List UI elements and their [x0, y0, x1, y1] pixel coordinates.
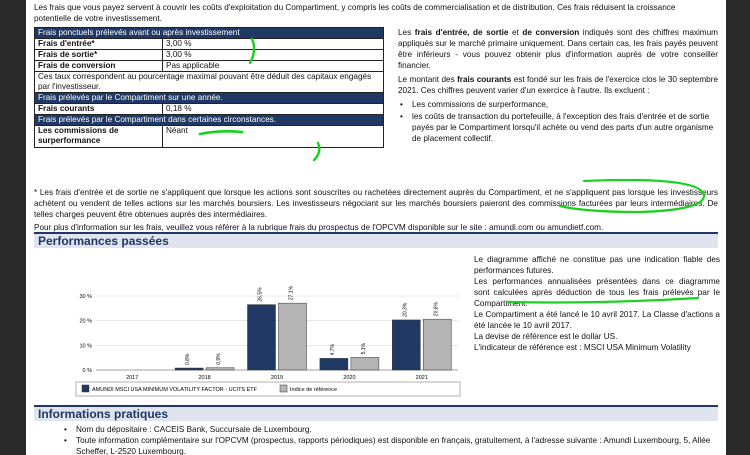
x-tick-label: 2018: [198, 375, 211, 381]
fees-explanation-p2: Le montant des frais courants est fondé sur les frais de l'exercice clos le 30 septembre 2021. Ces chiffres peuvent varier d'un exercice à l'autre. Ils excluent :: [398, 75, 718, 95]
y-tick-label: 30 %: [79, 294, 92, 300]
legend-swatch-1: [280, 385, 287, 392]
bar-2018-1: [206, 368, 234, 370]
intro-paragraph: Les frais que vous payez servent à couvrir les coûts d'exploitation du Compartiment, y compris les coûts de commercialisation et de distribution. Ces frais réduisent la croissance potentielle de votre investissement.: [34, 3, 676, 23]
list-item: • Les commissions de surperformance,: [398, 99, 718, 110]
y-tick-label: 10 %: [79, 343, 92, 350]
fees-max-note: Ces taux correspondent au pourcentage maximal pouvant être déduit des capitaux engagés par l'investisseur.: [35, 72, 384, 93]
list-item: • Nom du dépositaire : CACEIS Bank, Succursale de Luxembourg.: [34, 424, 718, 435]
section-heading-practical: Informations pratiques: [34, 405, 718, 421]
fees-header-one-off: Frais ponctuels prélevés avant ou après investissement: [35, 28, 384, 39]
list-item: • les coûts de transaction du portefeuille, à l'exception des frais d'entrée et de sortie payés par le Compartiment lorsqu'il achète ou vend des parts d'un autre organisme de placement collectif.: [398, 111, 718, 144]
perf-text-3: Le Compartiment a été lancé le 10 avril 2017. La Classe d'actions a été lancée le 10 avril 2017.: [474, 310, 720, 330]
conversion-fee-value: Pas applicable: [163, 61, 384, 72]
data-label: 27,1%: [288, 285, 295, 301]
performance-fee-label: Les commissions de surperformance: [35, 126, 163, 148]
practical-info: [34, 424, 718, 455]
data-label: 4,7%: [329, 344, 336, 356]
bar-2018-0: [175, 368, 203, 370]
current-fee-label: Frais courants: [35, 104, 163, 115]
bar-2021-0: [392, 320, 420, 370]
data-label: 0,9%: [216, 353, 223, 365]
y-tick-label: 0 %: [82, 368, 92, 374]
bar-2021-1: [423, 319, 451, 370]
viewer-left-margin: [0, 0, 26, 455]
x-tick-label: 2017: [126, 375, 139, 381]
section-heading-performance: Performances passées: [34, 232, 718, 248]
legend-entry-1: Indice de référence: [290, 387, 338, 393]
perf-text-5: L'indicateur de référence est : MSCI USA Minimum Volatility: [474, 343, 691, 352]
fees-footnote: * Les frais d'entrée et de sortie ne s'appliquent que lorsque les actions sont souscrites ou rachetées directement auprès du Compartiment, et ne s'appliquent pas lorsque les investisseurs achètent ou vendent de telles actions sur les marchés boursiers. Les investisseurs négociant sur les marchés boursiers paieront des commissions facturées par leurs intermédiaires. De telles charges peuvent être obtenues auprès des intermédiaires.: [34, 188, 718, 219]
legend-swatch-0: [82, 385, 89, 392]
viewer-scrollbar[interactable]: [726, 0, 750, 455]
fees-header-annual: Frais prélevés par le Compartiment sur une année.: [35, 93, 384, 104]
fees-explanation-p1: Les frais d'entrée, de sortie et de conversion indiqués sont des chiffres maximum appliqués sur le marché primaire uniquement. Dans certain cas, les frais payés peuvent être inférieurs - vous pouvez obtenir plus d'information auprès de votre conseiller financier.: [398, 28, 718, 70]
current-fee-value: 0,18 %: [163, 104, 384, 115]
x-tick-label: 2019: [270, 375, 284, 381]
performance-fee-value: Néant: [163, 126, 384, 148]
bar-2020-0: [320, 358, 348, 370]
data-label: 5,1%: [360, 343, 367, 355]
list-item: • Toute information complémentaire sur l'OPCVM (prospectus, rapports périodiques) est disponible en français, gratuitement, à l'adresse suivante : Amundi Luxembourg, 5, Allée Scheffer, L-2520 Luxembourg.: [34, 435, 718, 455]
bar-2020-1: [351, 357, 379, 370]
conversion-fee-label: Frais de conversion: [35, 61, 163, 72]
performance-description: [474, 254, 720, 353]
perf-text-4: La devise de référence est le dollar US.: [474, 332, 618, 341]
data-label: 0,8%: [185, 353, 192, 366]
entry-fee-label: Frais d'entrée*: [35, 39, 163, 50]
bar-2019-0: [248, 305, 276, 370]
perf-text-1: Le diagramme affiché ne constitue pas une indication fiable des performances futures.: [474, 255, 720, 275]
fees-header-special: Frais prélevés par le Compartiment dans certaines circonstances.: [35, 115, 384, 126]
excluded-list: [398, 99, 718, 144]
exit-fee-label: Frais de sortie*: [35, 50, 163, 61]
bar-2019-1: [279, 303, 307, 370]
x-tick-label: 2021: [415, 375, 428, 381]
document-page: [26, 0, 726, 455]
y-tick-label: 20 %: [79, 318, 92, 325]
exit-fee-value: 3,00 %: [163, 50, 384, 61]
performance-bar-chart: [62, 282, 464, 400]
perf-text-2: Les performances annualisées présentées dans ce diagramme sont calculées après déduction de tous les frais prélevés par le Compartiment.: [474, 277, 720, 308]
fees-explanation: [398, 27, 718, 145]
entry-fee-value: 3,00 %: [163, 39, 384, 50]
data-label: 20,3%: [402, 302, 409, 317]
legend-entry-0: AMUNDI MSCI USA MINIMUM VOLATILITY FACTOR - UCITS ETF: [92, 387, 258, 393]
data-label: 26,5%: [257, 287, 264, 302]
x-tick-label: 2020: [343, 375, 356, 381]
data-label: 20,6%: [433, 301, 440, 317]
more-info-line: Pour plus d'information sur les frais, veuillez vous référer à la rubrique frais du prospectus de l'OPCVM disponible sur le site : amundi.com ou amundietf.com.: [34, 223, 604, 232]
fees-table: [34, 27, 384, 148]
